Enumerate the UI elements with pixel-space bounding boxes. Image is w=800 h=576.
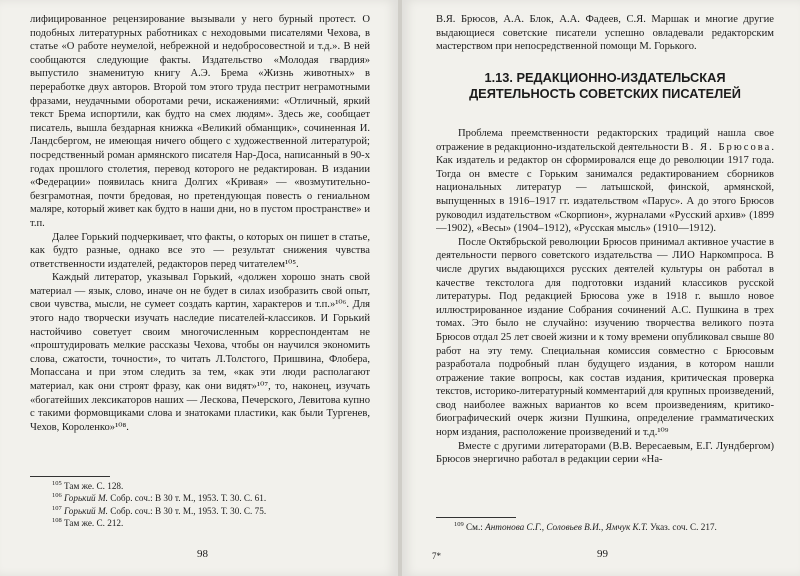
footnote-author: Горький М. [64,505,108,516]
section-heading: 1.13. РЕДАКЦИОННО-ИЗДАТЕЛЬСКАЯ ДЕЯТЕЛЬНОСТЬ СОВЕТСКИХ ПИСАТЕЛЕЙ [469,70,741,101]
right-paragraph-3: Вместе с другими литераторами (В.В. Вересаевым, Е.Г. Лундбергом) Брюсов энергично работал в редакции серии «На- [436,440,774,466]
paragraph-text: Проблема преемственности редакторских традиций нашла свое отражение в редакционно-издательской деятельности [436,128,774,153]
footnote-author: Антонова С.Г., Соловьев В.И., Ямчук К.Т. [485,522,648,532]
footnote-108 [52,517,372,529]
right-paragraph-1 [436,127,774,236]
footnote-number: 107 [52,504,62,512]
left-paragraph-2: Далее Горький подчеркивает, что факты, о которых он пишет в статье, как будто разные, однако все это — результат снижения чувства ответственности издателей, редакторов перед читателем¹⁰⁵. [30,231,370,270]
footnote-text: Там же. С. 128. [64,481,124,491]
page-number-right: 99 [597,548,608,560]
footnote-text: Там же. С. 212. [64,518,124,529]
right-body-text [436,127,774,515]
right-paragraph-2: После Октябрьской революции Брюсов принимал активное участие в деятельности первого советского издательства — ЛИО Наркомпроса. В числе других выдающихся русских деятелей культуры он работал в качестве текстолога для подготовки изданий классиков русской литературы. Под редакцией Брюсова уже в 1918 г. вышло новое иллюстрированное издание Собрания сочинений А.С. Пушкина в трех томах. Это было не случайно: изучению творчества великого поэта Брюсов отдал 25 лет своей жизни и к тому времени опубликовал свыше 80 работ на эту тему. Специальная комиссия совместно с Брюсовым разработала подробный план будущего издания, в котором нашли отражение такие вопросы, как состав издания, критическая проверка текстов, историко-литературный комментарий для крупных произведений, свод наиболее важных вариантов ко всем произведениям, критико-биографический очерк жизни Пушкина, определение грамматических норм издания, расположение произведений и т.д.¹⁰⁹ [436,236,774,439]
footnote-text: Собр. соч.: В 30 т. М., 1953. Т. 30. С. 61. [107,493,267,504]
footnote-109 [454,521,774,533]
footnote-text: Указ. соч. С. 217. [647,522,717,532]
footnote-106 [52,492,372,504]
printer-signature: 7* [432,551,441,561]
footnote-number: 105 [52,479,62,487]
footnote-rule [436,517,516,518]
paragraph-text: . Как издатель и редактор он сформировался еще до революции 1917 года. Тогда он вместе с Горьким занимался редактированием сборников национальных литератур — латышской, финской, армянской, выпущенных в 1916–1917 гг. издательством «Парус». А до этого Брюсов руководил издательством «Скорпион», журналами «Русский архив» (1899—1902), «Весы» (1904–1912), «Русская мысль» (1910—1912). [436,141,774,235]
left-body-text [30,13,370,434]
left-footnotes [52,480,372,530]
right-top-paragraph: В.Я. Брюсов, А.А. Блок, А.А. Фадеев, С.Я. Маршак и многие другие выдающиеся советские писатели успешно овладевали редакторским мастерством при непосредственной помощи М. Горького. [436,14,774,53]
footnote-rule [30,476,110,477]
left-paragraph-1: лифицированное рецензирование вызывали у него бурный протест. О подобных литературных работниках с неходовыми писателями Чехова, в статье «О работе неумелой, небрежной и недобросовестной и т.д.». В ней сообщаются следующие факты. Издательство «Молодая гвардия» выпустило знаменитую книгу А.Э. Брема «Жизнь животных» в переработке двух авторов. Второй том этого труда пестрит неграмотными фразами, неудачными оборотами речи, искажениями: «Отличный, яркий текст Брема испортили, как будто на смех людям». Здесь же, сообщает писатель, вышла бездарная книжка «Великий обманщик», сочиненная И. Ландсбергом, не имеющая ничего общего с художественной литературой; посредственный роман армянского писателя Нар-Доса, написанный в 90-х годах прошлого столетия, перевод которого не редактирован. В издании «Федерации» появилась книга Долгих «Кривая» — «возмутительно-безграмотная, почти бредовая, но претендующая повесть о гениальном маляре, который живет как будто в наши дни, но в пустом пространстве» и т.п. [30,14,370,229]
page-number-left: 98 [197,548,208,560]
footnote-author: Горький М. [64,493,108,504]
left-page [0,0,398,576]
footnote-105 [52,480,372,492]
spaced-name: В. Я. Брюсова [681,141,772,153]
footnote-number: 106 [52,492,62,500]
footnote-prefix: См.: [463,522,486,532]
footnote-text: Собр. соч.: В 30 т. М., 1953. Т. 30. С. 75. [107,505,267,516]
left-paragraph-3: Каждый литератор, указывал Горький, «должен хорошо знать свой материал — язык, слово, иначе он не будет в силах изобразить свой опыт, свои чувства, мысли, не сумеет создать картин, характеров и т.п.»¹⁰⁶. Для этого надо творчески изучать наследие писателей-классиков. И Горький настойчиво советует своим многочисленным корреспондентам не «проштудировать мелкие рассказы Чехова, чтобы он научился экономить слова, сжатости, точности», то читать Л.Толстого, Пришвина, Флобера, Мопассана и при этом следить за тем, «как эти люди располагают материал, как они строят фразу, как они видят»¹⁰⁷, то, наконец, изучать «богатейших лексикаторов наших — Лескова, Печерского, Левитова купно с такими формовщиками слова и знатоками пластики, как были Тургенев, Чехов, Короленко»¹⁰⁸. [30,272,370,433]
right-footnotes [454,521,774,533]
footnote-number: 109 [454,520,464,528]
right-page [402,0,800,576]
footnote-number: 108 [52,517,62,525]
footnote-107 [52,505,372,517]
